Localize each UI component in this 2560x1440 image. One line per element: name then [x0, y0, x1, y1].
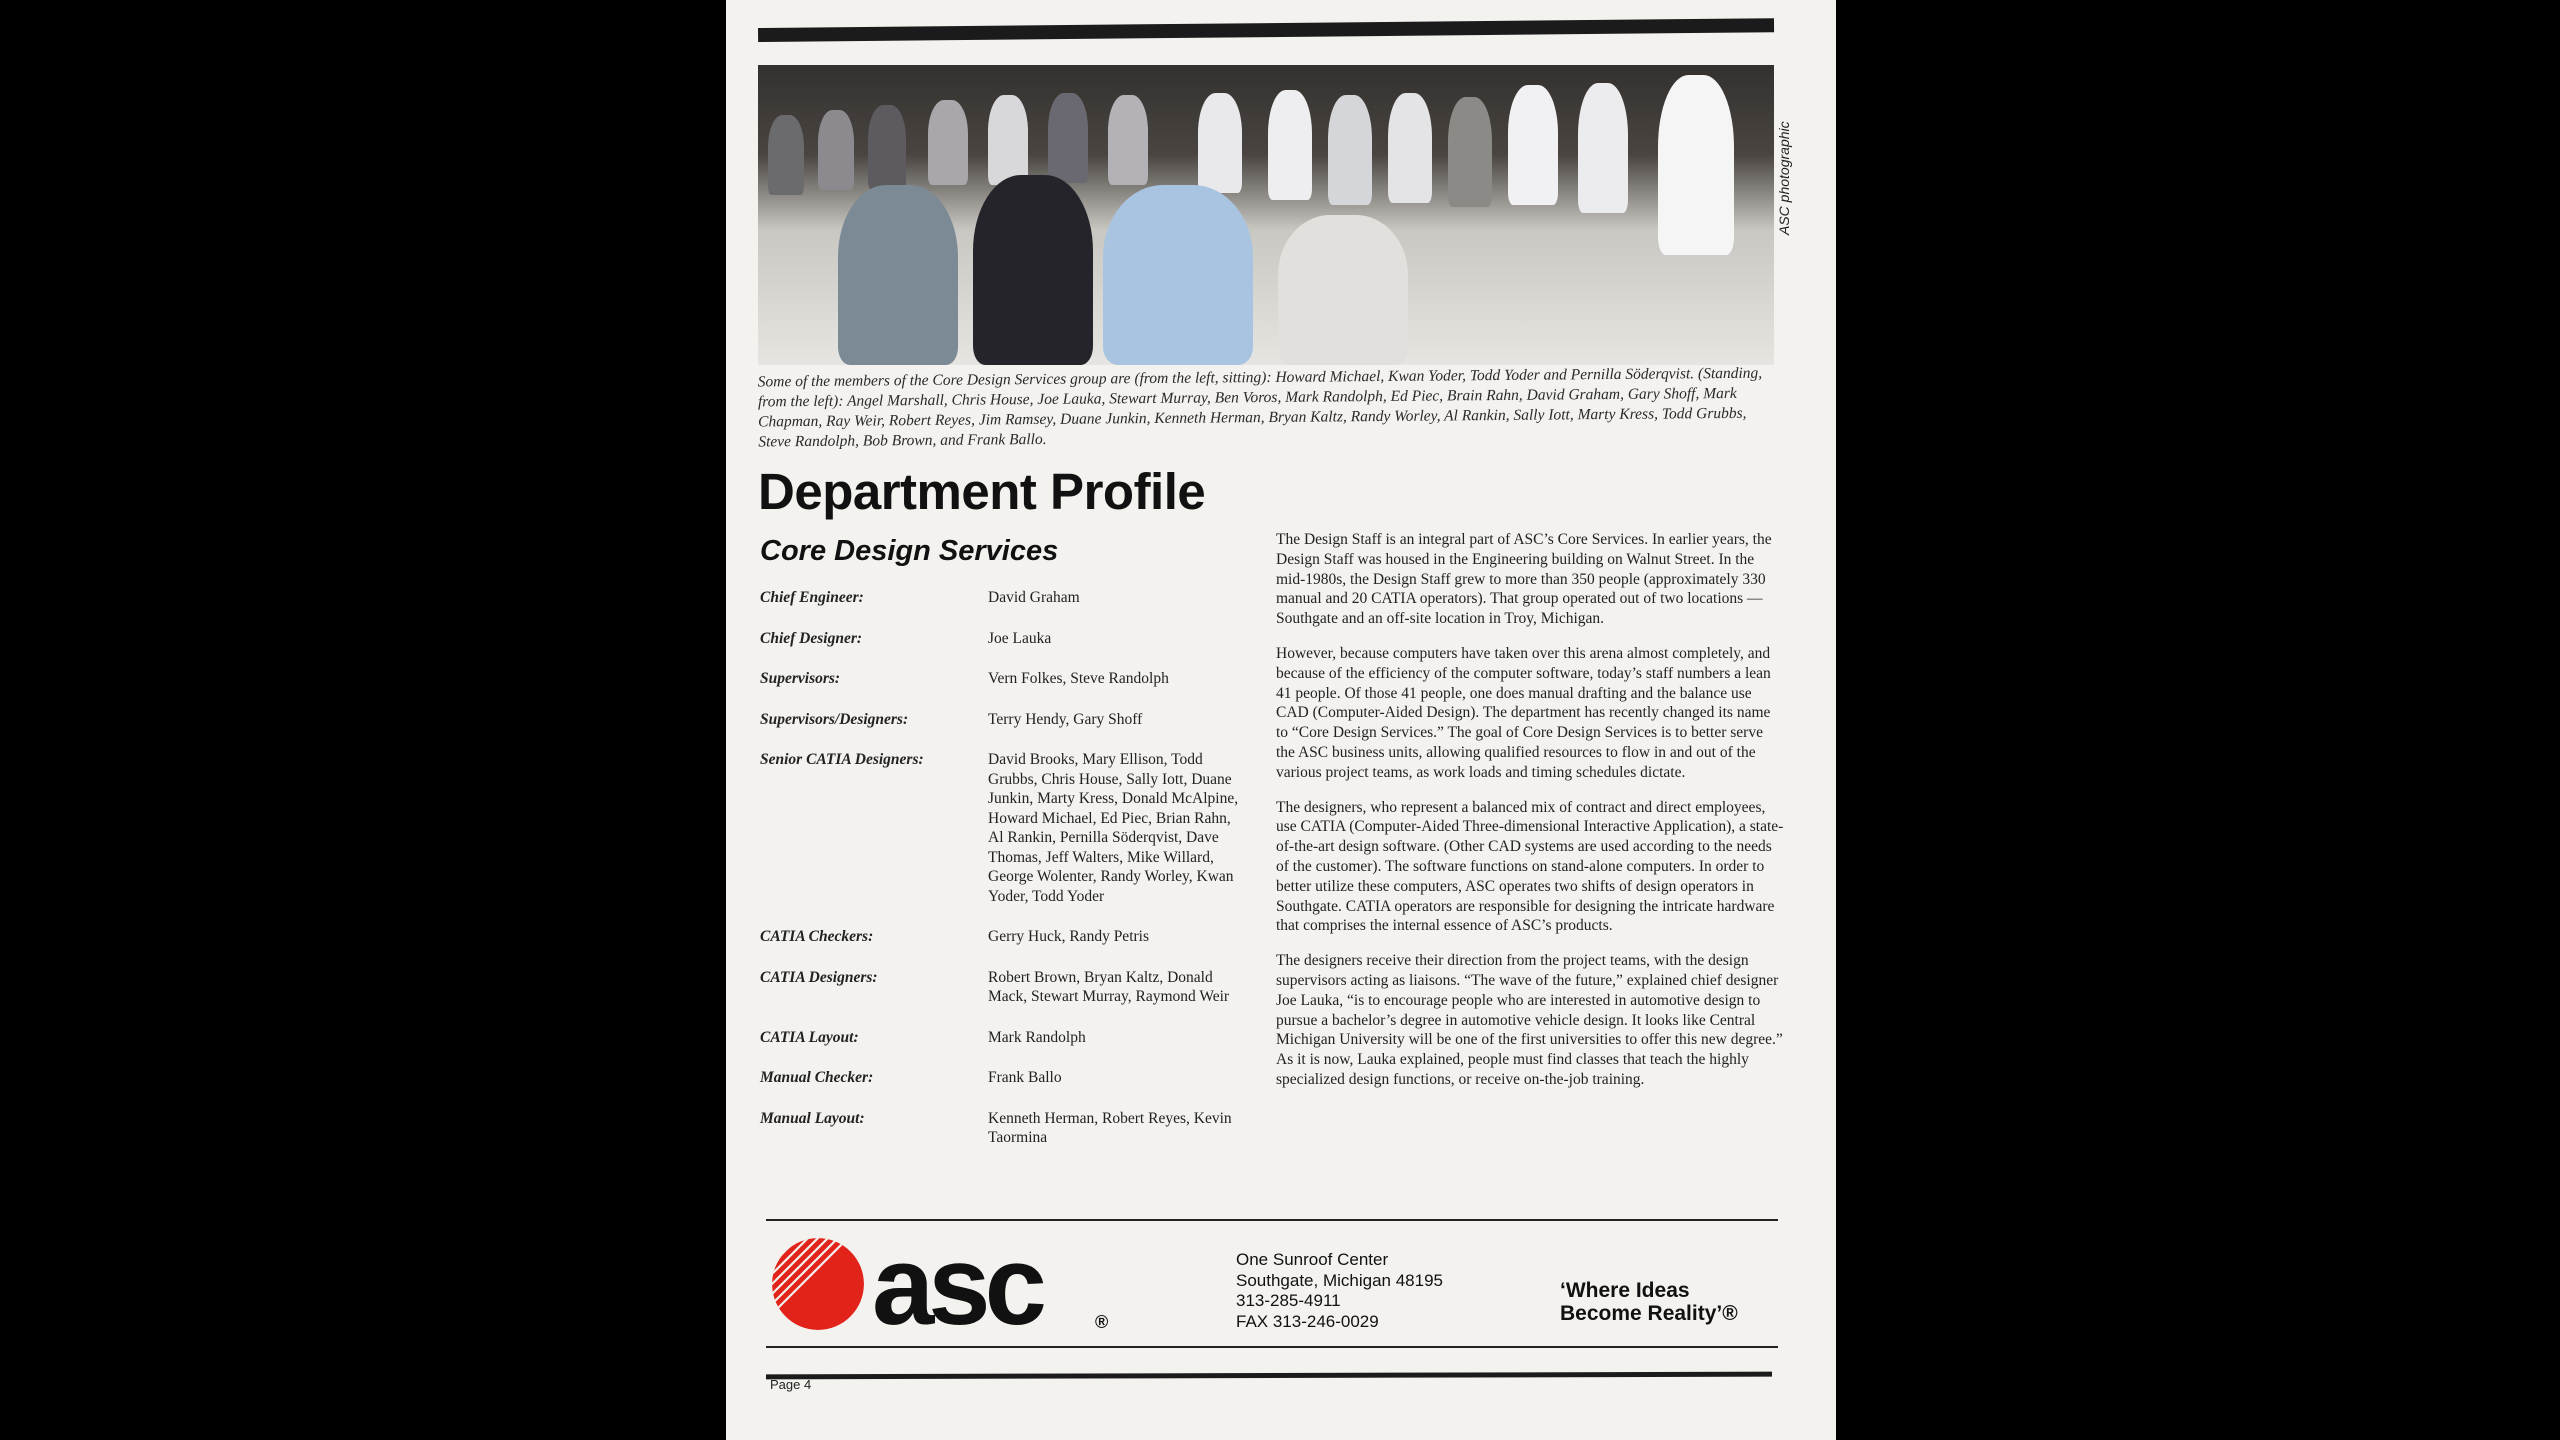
staff-row [760, 1028, 1260, 1048]
fax-number: FAX 313-246-0029 [1236, 1311, 1379, 1331]
company-address [1236, 1250, 1443, 1332]
phone-number: 313-285-4911 [1236, 1291, 1341, 1310]
staff-names: Frank Ballo [988, 1069, 1062, 1086]
top-rule [758, 18, 1774, 42]
staff-names: Gerry Huck, Randy Petris [988, 928, 1149, 945]
photo-credit: ASC photographic [1776, 121, 1792, 235]
registered-mark: ® [1095, 1312, 1109, 1332]
footer-thick-rule [766, 1372, 1772, 1380]
logo-wordmark: asc [872, 1234, 1041, 1334]
staff-role: CATIA Layout: [760, 1028, 859, 1046]
staff-list [760, 588, 1260, 1169]
footer-top-rule [766, 1219, 1778, 1221]
body-paragraph: However, because computers have taken over this arena almost completely, and because of the efficiency of the computer software, today’s staff numbers a lean 41 people. Of those 41 people, one does manual drafting and the balance use CAD (Computer-Aided Design). The department has recently changed its name to “Core Design Services.” The goal of Core Design Services is to better serve the ASC business units, allowing qualified resources to flow in and out of the various project teams, as work loads and timing schedules dictate. [1276, 644, 1771, 781]
staff-names: Kenneth Herman, Robert Reyes, Kevin Taormina [988, 1109, 1232, 1146]
staff-names: Vern Folkes, Steve Randolph [988, 670, 1169, 687]
staff-names: Terry Hendy, Gary Shoff [988, 710, 1143, 728]
address-line: One Sunroof Center [1236, 1250, 1389, 1269]
body-paragraph: The Design Staff is an integral part of ASC’s Core Services. In earlier years, the Design Staff was housed in the Engineering building on Walnut Street. In the mid-1980s, the Design Staff grew to more than 350 people (approximately 330 manual and 20 CATIA operators). That group operated out of two locations — Southgate and an off-site location in Troy, Michigan. [1276, 531, 1772, 628]
staff-row [760, 1109, 1260, 1148]
staff-row [760, 710, 1260, 730]
staff-role: CATIA Designers: [760, 968, 878, 986]
staff-row [760, 968, 1260, 1007]
staff-role: Supervisors: [760, 670, 841, 687]
staff-role: Chief Engineer: [760, 589, 864, 606]
group-photo [758, 65, 1774, 365]
staff-names: Mark Randolph [988, 1028, 1086, 1046]
sun-icon [772, 1234, 864, 1330]
staff-row [760, 750, 1260, 906]
body-paragraph: The designers receive their direction from the project teams, with the design supervisors acting as liaisons. “The wave of the future,” explained chief designer Joe Lauka, “is to encourage people who are interested in automotive design to pursue a bachelor’s degree in automotive vehicle design. It looks like Central Michigan University will be one of the first universities to offer this new degree.” As it is now, Lauka explained, people must find classes that teach the highly specialized design functions, or receive on-the-job training. [1276, 952, 1783, 1088]
staff-names: David Brooks, Mary Ellison, Todd Grubbs, Chris House, Sally Iott, Duane Junkin, Marty Kress, Donald McAlpine, Howard Michael, Ed Piec, Brian Rahn, Al Rankin, Pernilla Söderqvist, Dave Thomas, Jeff Walters, Mike Willard, George Wolenter, Randy Worley, Kwan Yoder, Todd Yoder [988, 751, 1239, 905]
staff-role: CATIA Checkers: [760, 928, 874, 945]
staff-row [760, 588, 1260, 608]
page-number: Page 4 [770, 1377, 812, 1392]
body-paragraph: The designers, who represent a balanced mix of contract and direct employees, use CATIA (Computer-Aided Three-dimensional Interactive Application), a state-of-the-art design software. (Other CAD systems are used according to the needs of the customer). The software functions on stand-alone computers. In order to better utilize these computers, ASC operates two shifts of design operators in Southgate. CATIA operators are responsible for designing the intricate hardware that comprises the internal essence of ASC’s products. [1276, 798, 1784, 935]
staff-row [760, 927, 1260, 947]
staff-role: Chief Designer: [760, 629, 863, 647]
tagline-line: Become Reality’® [1560, 1302, 1738, 1325]
staff-names: David Graham [988, 589, 1080, 606]
staff-role: Manual Checker: [760, 1069, 874, 1086]
asc-logo [772, 1234, 1122, 1334]
staff-role: Supervisors/Designers: [760, 710, 909, 728]
document-page [726, 0, 1836, 1440]
staff-role: Senior CATIA Designers: [760, 751, 924, 768]
page-title: Department Profile [758, 463, 1206, 520]
footer-bottom-rule [766, 1346, 1778, 1348]
tagline-line: ‘Where Ideas [1560, 1279, 1690, 1302]
staff-row [760, 629, 1260, 649]
staff-names: Joe Lauka [988, 629, 1052, 647]
section-subtitle: Core Design Services [760, 535, 1059, 567]
article-body [1276, 530, 1784, 1105]
staff-row [760, 669, 1260, 689]
photo-caption: Some of the members of the Core Design Services group are (from the left, sitting): Howard Michael, Kwan Yoder, Todd Yoder and Pernilla Söderqvist. (Standing, from the left): Angel Marshall, Chris House, Joe Lauka, Stewart Murray, Ben Voros, Mark Randolph, Ed Piec, Brain Rahn, David Graham, Gary Shoff, Mark Chapman, Ray Weir, Robert Reyes, Jim Ramsey, Duane Junkin, Kenneth Herman, Bryan Kaltz, Randy Worley, Al Rankin, Sally Iott, Marty Kress, Todd Grubbs, Steve Randolph, Bob Brown, and Frank Ballo. [757, 364, 1763, 451]
address-line: Southgate, Michigan 48195 [1236, 1270, 1443, 1290]
staff-row [760, 1068, 1260, 1088]
staff-role: Manual Layout: [760, 1109, 865, 1127]
company-tagline [1560, 1279, 1738, 1325]
staff-names: Robert Brown, Bryan Kaltz, Donald Mack, Stewart Murray, Raymond Weir [988, 968, 1230, 1005]
